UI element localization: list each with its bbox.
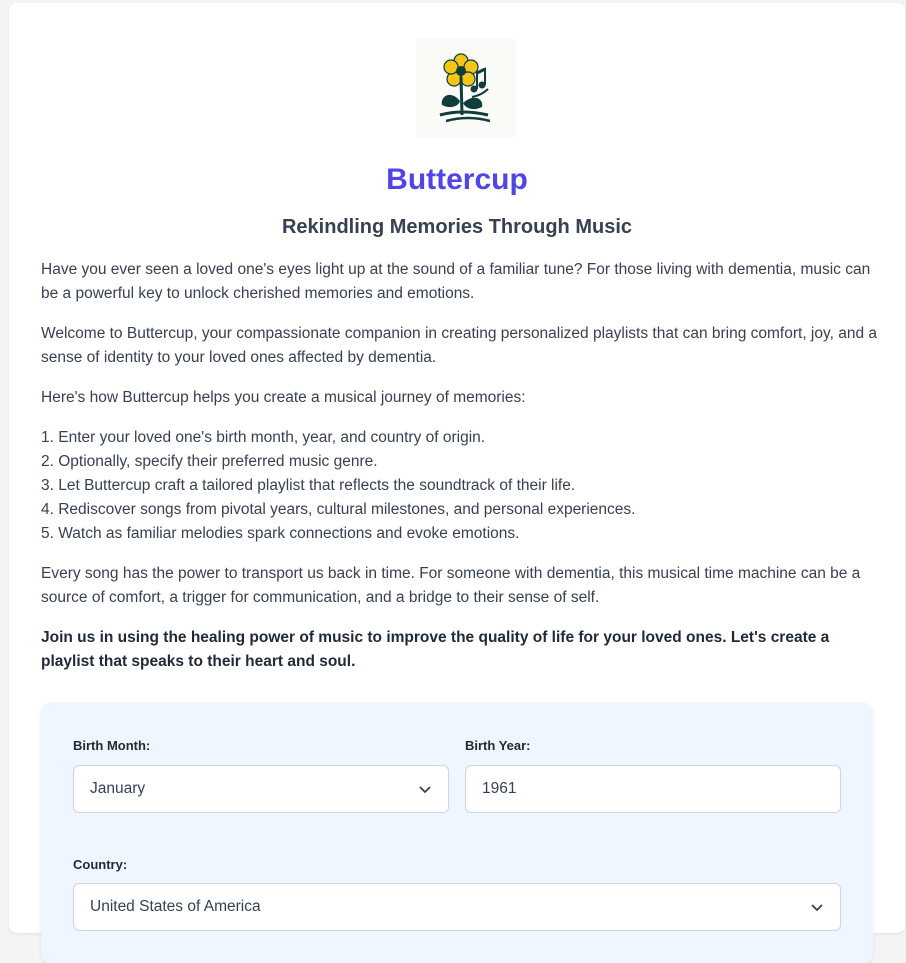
flower-music-icon bbox=[416, 39, 516, 137]
intro-paragraph-3: Here's how Buttercup helps you create a musical journey of memories: bbox=[41, 389, 526, 406]
intro-paragraph-2: Welcome to Buttercup, your compassionate companion in creating personalized playlists that can bring comfort, joy, and a sense of identity to your loved ones affected by dementia. bbox=[41, 325, 878, 366]
step-item: 4. Rediscover songs from pivotal years, cultural milestones, and personal experiences. bbox=[41, 501, 636, 518]
birth-month-value: January bbox=[90, 780, 146, 797]
app-title: Buttercup bbox=[386, 163, 528, 196]
country-select[interactable] bbox=[73, 883, 841, 931]
birth-year-input[interactable] bbox=[465, 765, 841, 813]
birth-month-select[interactable] bbox=[73, 765, 449, 813]
chevron-down-icon bbox=[418, 782, 432, 796]
app-subtitle: Rekindling Memories Through Music bbox=[281, 216, 633, 238]
step-item: 1. Enter your loved one's birth month, year, and country of origin. bbox=[41, 429, 486, 446]
country-label: Country: bbox=[73, 857, 128, 872]
playlist-form bbox=[41, 703, 873, 963]
intro-paragraph-1: Have you ever seen a loved one's eyes light up at the sound of a familiar tune? For those living with dementia, music can be a powerful key to unlock cherished memories and emotions. bbox=[41, 261, 871, 302]
birth-year-label: Birth Year: bbox=[465, 738, 531, 753]
country-value: United States of America bbox=[90, 898, 261, 915]
step-item: 3. Let Buttercup craft a tailored playlist that reflects the soundtrack of their life. bbox=[41, 477, 576, 494]
birth-year-value: 1961 bbox=[482, 780, 517, 797]
birth-month-label: Birth Month: bbox=[73, 738, 151, 753]
step-item: 5. Watch as familiar melodies spark connections and evoke emotions. bbox=[41, 525, 520, 542]
intro-paragraph-4: Every song has the power to transport us back in time. For someone with dementia, this musical time machine can be a source of comfort, a trigger for communication, and a bridge to their sense of self. bbox=[41, 565, 861, 606]
call-to-action: Join us in using the healing power of music to improve the quality of life for your loved ones. Let's create a playlist that speaks to their heart and soul. bbox=[41, 629, 830, 670]
steps-list bbox=[41, 426, 879, 546]
chevron-down-icon bbox=[810, 900, 824, 914]
intro-content bbox=[41, 258, 879, 690]
step-item: 2. Optionally, specify their preferred music genre. bbox=[41, 453, 378, 470]
main-card bbox=[9, 3, 905, 933]
flower-music-logo bbox=[416, 39, 516, 137]
